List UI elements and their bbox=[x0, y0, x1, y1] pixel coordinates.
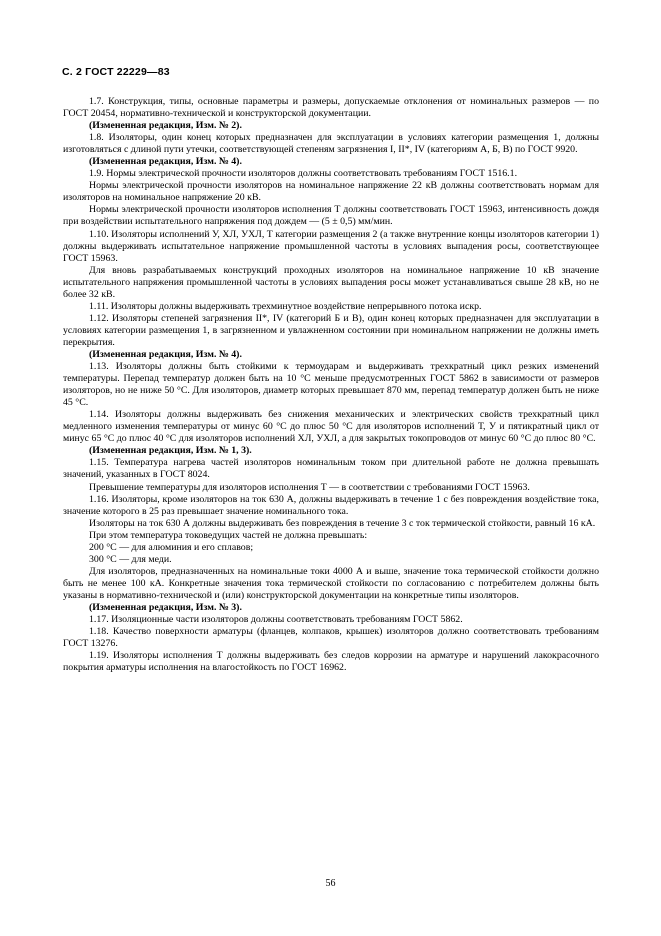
paragraph-1-9-c: Нормы электрической прочности изоляторов исполнения Т должны соответствовать ГОСТ 15963, интенсивность дождя при воздействии испытательного напряжения под дождем — (5 ± 0,5) мм/мин. bbox=[63, 204, 599, 228]
paragraph-1-15-b: Превышение температуры для изоляторов исполнения Т — в соответствии с требованиями ГОСТ 15963. bbox=[89, 481, 530, 493]
amendment-note: (Измененная редакция, Изм. № 4). bbox=[89, 156, 242, 168]
paragraph-1-19: 1.19. Изоляторы исполнения Т должны выдерживать без следов коррозии на арматуре и нарушений лакокрасочного покрытия арматуры исполнения на влагостойкость по ГОСТ 16962. bbox=[63, 650, 599, 674]
amendment-note: (Измененная редакция, Изм. № 4). bbox=[89, 348, 242, 360]
amendment-note: (Измененная редакция, Изм. № 1, 3). bbox=[89, 445, 252, 457]
paragraph-1-10: 1.10. Изоляторы исполнений У, ХЛ, УХЛ, Т категории размещения 2 (а также внутренние концы изоляторов категории 1) должны выдерживать испытательное напряжение промышленной частоты в условиях выпадения росы, соответствующее ГОСТ 15963. bbox=[63, 228, 599, 264]
paragraph-1-11: 1.11. Изоляторы должны выдерживать трехминутное воздействие непрерывного потока искр. bbox=[89, 300, 482, 312]
paragraph-1-8: 1.8. Изоляторы, один конец которых предназначен для эксплуатации в условиях категории размещения 1, должны изготовляться с длиной пути утечки, соответствующей степеням загрязнения I, II*, IV (категориям А, Б, В) по ГОСТ 9920. bbox=[63, 132, 599, 156]
paragraph-1-14: 1.14. Изоляторы должны выдерживать без снижения механических и электрических свойств трехкратный цикл медленного изменения температуры от минус 60 °С до плюс 50 °С для изоляторов исполнений Т, У и пятикратный цикл от минус 65 °С до плюс 40 °С для изоляторов исполнений ХЛ, УХЛ, а для закрытых токопроводов от минус 60 °С до плюс 80 °С. bbox=[63, 409, 599, 445]
document-body bbox=[63, 96, 599, 674]
paragraph-1-16-b: Изоляторы на ток 630 А должны выдерживать без повреждения в течение 3 с ток термической стойкости, равный 16 кА. bbox=[89, 517, 596, 529]
paragraph-1-9: 1.9. Нормы электрической прочности изоляторов должны соответствовать требованиям ГОСТ 1516.1. bbox=[89, 168, 518, 180]
paragraph-1-9-b: Нормы электрической прочности изоляторов на номинальное напряжение 22 кВ должны соответствовать нормам для изоляторов на номинальное напряжение 20 кВ. bbox=[63, 180, 599, 204]
paragraph-1-18: 1.18. Качество поверхности арматуры (фланцев, колпаков, крышек) изоляторов должно соответствовать требованиям ГОСТ 13276. bbox=[63, 626, 599, 650]
paragraph-1-17: 1.17. Изоляционные части изоляторов должны соответствовать требованиям ГОСТ 5862. bbox=[89, 614, 463, 626]
paragraph-1-16: 1.16. Изоляторы, кроме изоляторов на ток 630 А, должны выдерживать в течение 1 с без повреждения воздействие тока, значение которого в 25 раз превышает значение номинального тока. bbox=[63, 493, 599, 517]
paragraph-1-15: 1.15. Температура нагрева частей изоляторов номинальным током при длительной работе не должна превышать значений, указанных в ГОСТ 8024. bbox=[63, 457, 599, 481]
paragraph-1-12: 1.12. Изоляторы степеней загрязнения II*, IV (категорий Б и В), один конец которых предназначен для эксплуатации в условиях категории размещения 1, в загрязненном и увлажненном состоянии при номинальном напряжении не должны иметь перекрытия. bbox=[63, 312, 599, 348]
paragraph-1-16-d: Для изоляторов, предназначенных на номинальные токи 4000 А и выше, значение тока термической стойкости должно быть не менее 100 кА. Конкретные значения тока термической стойкости по согласованию с потребителем должны быть указаны в нормативно-технической и (или) конструкторской документации на конкретные типы изоляторов. bbox=[63, 565, 599, 601]
page-header: С. 2 ГОСТ 22229—83 bbox=[62, 66, 170, 78]
page-number: 56 bbox=[325, 878, 336, 889]
amendment-note: (Измененная редакция, Изм. № 2). bbox=[89, 120, 242, 132]
amendment-note: (Измененная редакция, Изм. № 3). bbox=[89, 601, 242, 613]
paragraph-1-13: 1.13. Изоляторы должны быть стойкими к термоударам и выдерживать трехкратный цикл резких изменений температуры. Перепад температур должен быть на 10 °С меньше предусмотренных ГОСТ 5862 в зависимости от размеров изоляторов, но не ниже 50 °С. Для изоляторов, диаметр которых превышает 870 мм, перепад температур должен быть не ниже 45 °С. bbox=[63, 361, 599, 409]
list-item: 300 °С — для меди. bbox=[89, 553, 172, 565]
paragraph-1-16-c: При этом температура токоведущих частей не должна превышать: bbox=[89, 529, 368, 541]
paragraph-1-10-b: Для вновь разрабатываемых конструкций проходных изоляторов на номинальное напряжение 10 кВ значение испытательного напряжения промышленной частоты в условиях выпадения росы может устанавливаться свыше 28 кВ, но не более 32 кВ. bbox=[63, 264, 599, 300]
list-item: 200 °С — для алюминия и его сплавов; bbox=[89, 541, 254, 553]
paragraph-1-7: 1.7. Конструкция, типы, основные параметры и размеры, допускаемые отклонения от номинальных размеров — по ГОСТ 20454, нормативно-технической и конструкторской документации. bbox=[63, 96, 599, 120]
